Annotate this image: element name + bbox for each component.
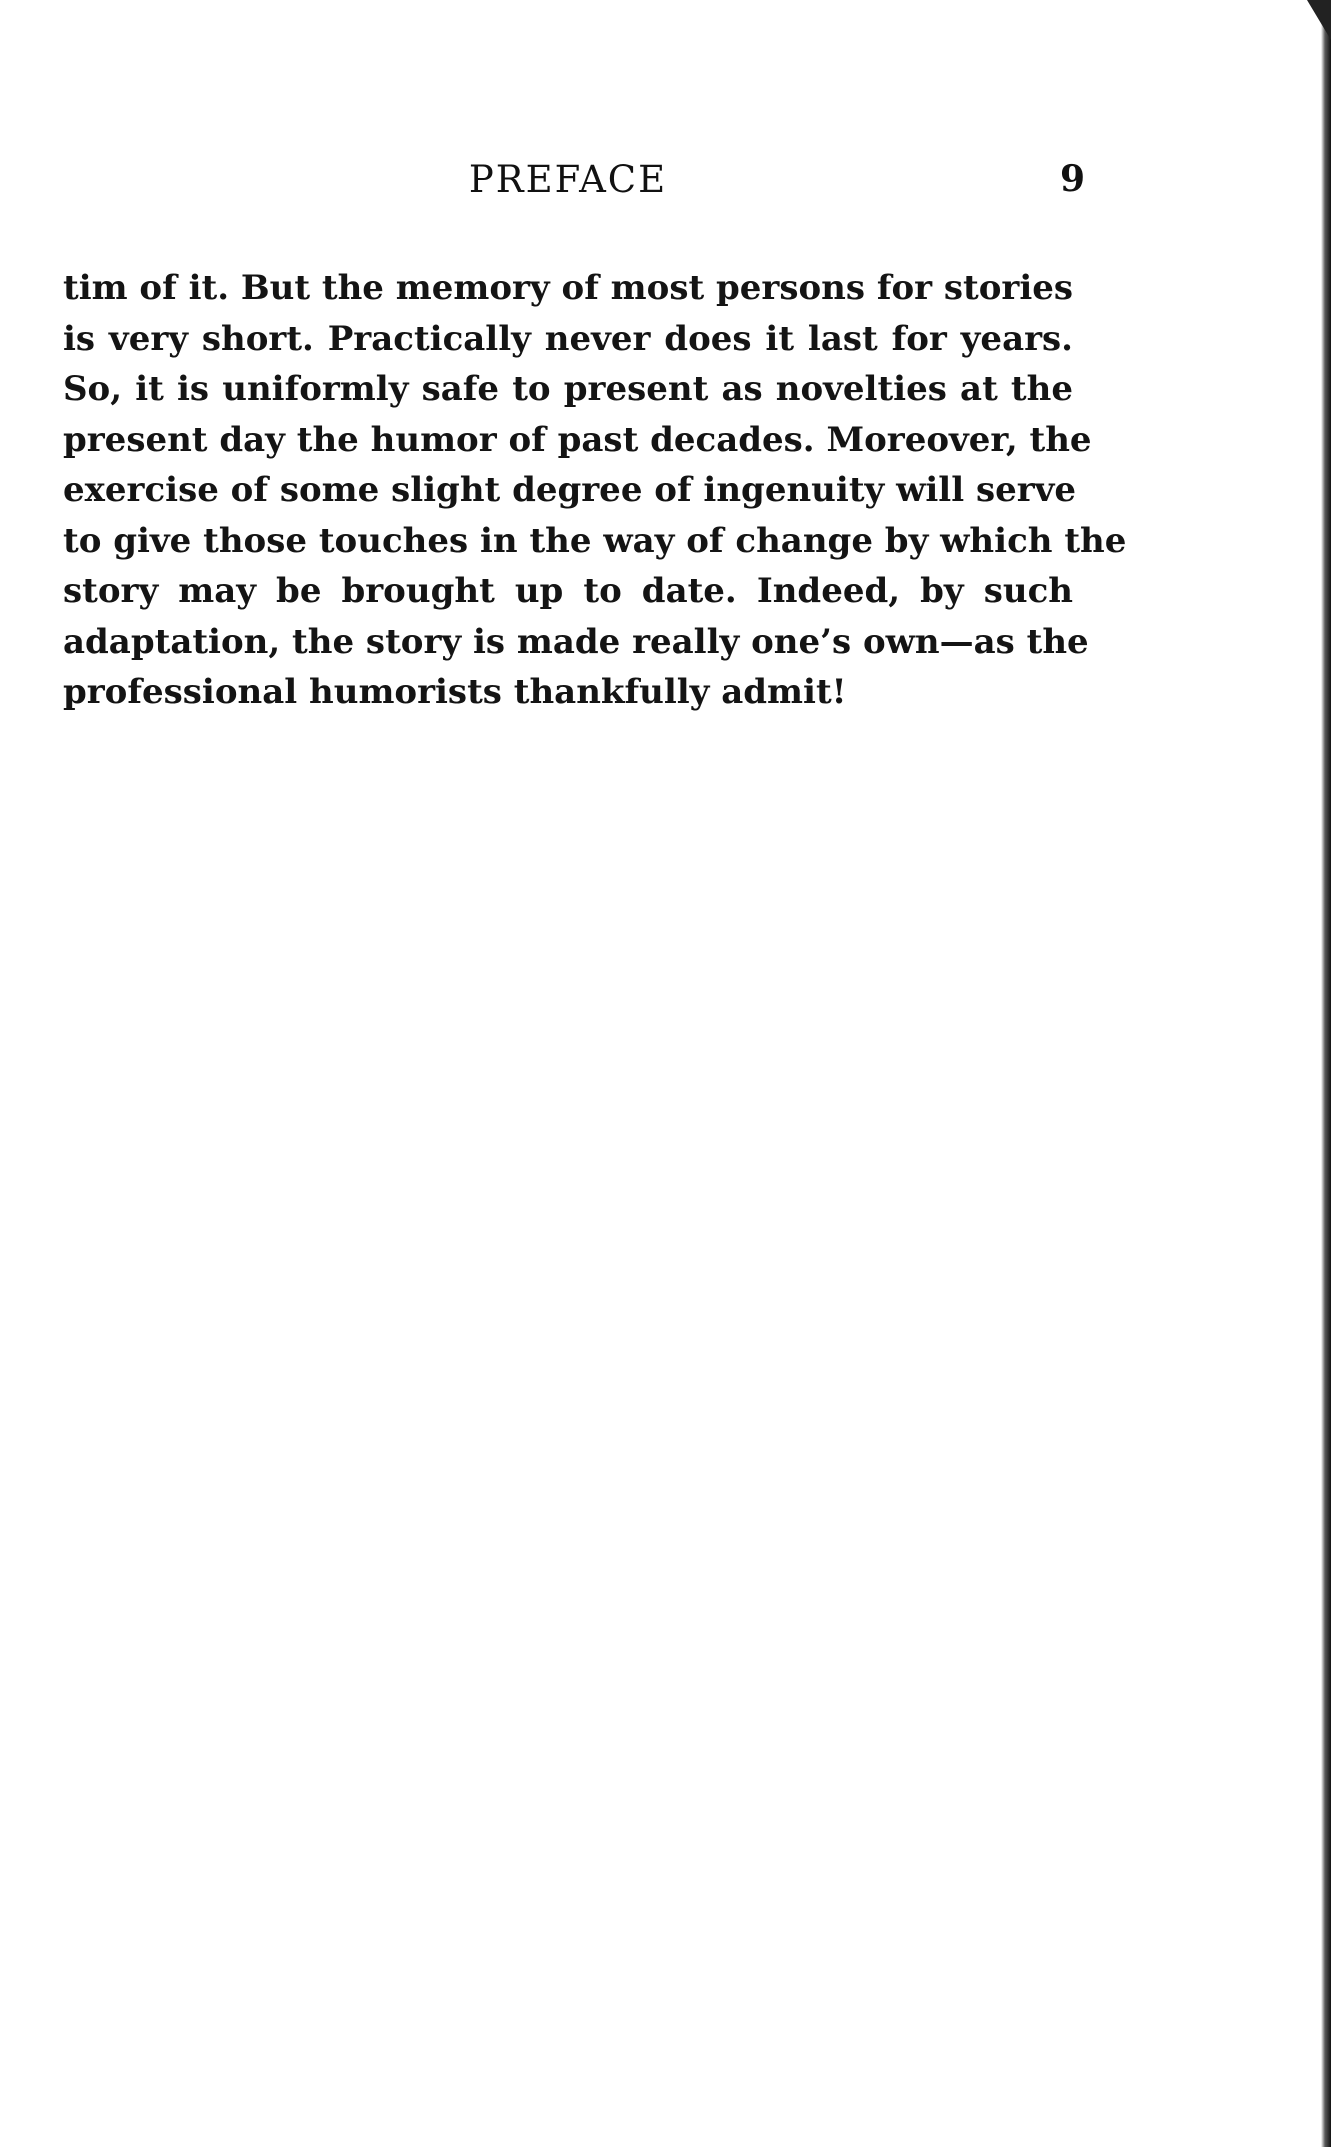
text-line: exercise of some slight degree of ingenuity will serve [63,470,1077,510]
body-paragraph [63,263,1127,718]
running-head [63,158,1085,206]
text-line: professional humorists thankfully admit! [63,672,847,712]
text-line: to give those touches in the way of change by which the [63,520,1127,561]
text-line: adaptation, the story is made really one’s own—as the [63,621,1089,662]
text-line: story may be brought up to date. Indeed, by such [63,571,1073,611]
running-title: PREFACE [468,158,668,201]
page-number: 9 [1059,158,1085,200]
page-edge-shadow [1321,0,1331,2147]
text-line: So, it is uniformly safe to present as novelties at the [63,369,1073,409]
page-corner-mark [1307,0,1331,40]
text-line: tim of it. But the memory of most persons for stories [63,268,1074,308]
text-line: is very short. Practically never does it last for years. [63,318,1073,359]
text-line: present day the humor of past decades. Moreover, the [63,419,1092,460]
